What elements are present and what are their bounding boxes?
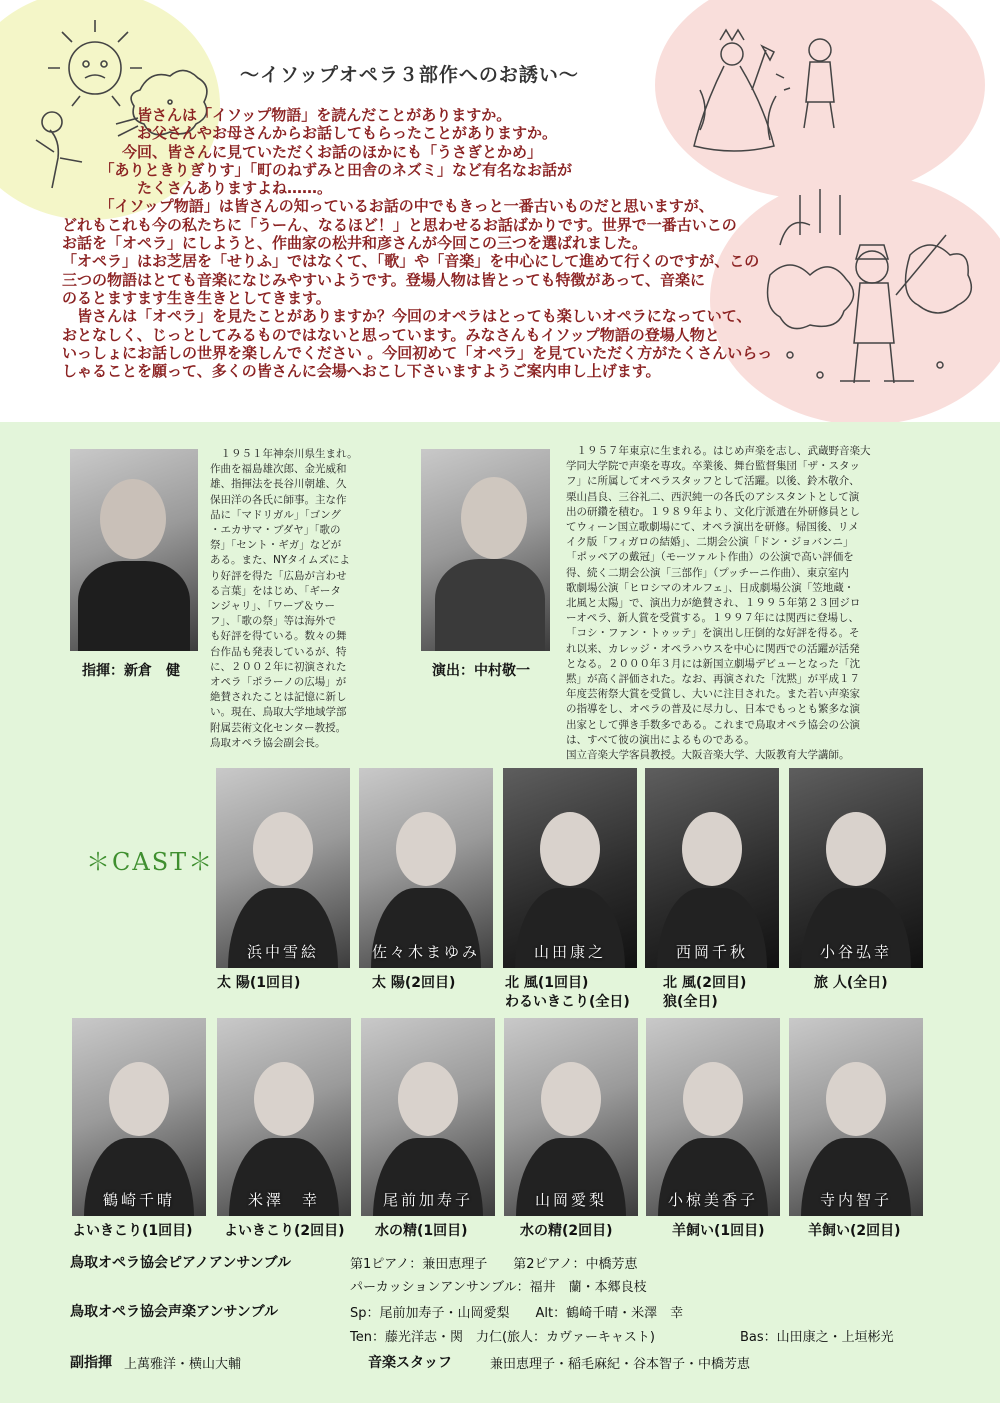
biography-line: 年度芸術祭大賞を受賞し、大いに注目された。また若い声楽家: [566, 688, 860, 701]
cast-name: 山田康之: [533, 943, 606, 961]
conductor-biography: [210, 447, 395, 751]
biography-line: は、すべて彼の演出によるものである。: [566, 733, 755, 746]
intro-line: おとなしく、じっとしてみるものではないと思っています。みなさんもイソップ物語の登場人物と: [62, 325, 720, 344]
intro-line: いっしょにお話しの世界を楽しんでください 。今回初めて「オペラ」を見ていただく方がたくさんいらっ: [62, 343, 773, 362]
biography-line: 雄、指揮法を長谷川朝雄、久: [210, 478, 347, 491]
cast-name: 浜中雪絵: [246, 943, 319, 961]
biography-line: ・エカサマ・ブダヤ」「歌の: [210, 524, 341, 537]
biography-line: ある。また、NYタイムズによ: [210, 554, 351, 567]
intro-line: 皆さんは「イソップ物語」を読んだことがありますか。: [62, 106, 512, 124]
biography-line: の指導をし、オペラの普及に尽力し、日本でもっとも繁多な演: [566, 703, 860, 716]
biography-line: 得、続く二期会公演「三部作」（プッチーニ作曲）、東京室内: [566, 566, 849, 579]
biography-line: 栗山昌良、三谷礼二、西沢純一の各氏のアシスタントとして演: [566, 490, 860, 503]
intro-line: お話を「オペラ」にしようと、作曲家の松井和彦さんが今回この三つを選ばれました。: [62, 234, 648, 253]
cast-photo: [789, 1018, 923, 1216]
cast-role: よいきこり(2回目): [224, 1223, 345, 1239]
intro-line: 「オペラ」はお芝居を「せりふ」ではなくて、「歌」や「音楽」を中心にして進めて行くのですが、この: [62, 252, 760, 271]
shepherd-and-sheep-illustration: [760, 185, 980, 415]
cast-role: 羊飼い(2回目): [808, 1223, 901, 1239]
cast-role: 太 陽(2回目): [372, 975, 456, 991]
cast-role: よいきこり(1回目): [72, 1223, 193, 1239]
cast-heading: ＊CAST＊: [86, 848, 215, 876]
biography-line: 鳥取オペラ協会副会長。: [210, 736, 326, 749]
cast-role: 水の精(2回目): [520, 1223, 613, 1239]
cast-photo: [503, 768, 637, 968]
piano-ensemble-line: 第1ピアノ：兼田恵理子 第2ピアノ：中橋芳恵: [350, 1257, 638, 1272]
cast-photo: [646, 1018, 780, 1216]
director-caption: 演出：中村敬一: [432, 663, 530, 679]
biography-line: に、２００２年に初演された: [210, 660, 347, 673]
cast-photo: [217, 1018, 351, 1216]
subconductor-names: 上萬雅洋・横山大輔: [124, 1357, 242, 1372]
cast-role-secondary: わるいきこり(全日): [505, 994, 630, 1010]
intro-line: 皆さんは「オペラ」を見たことがありますか？今回のオペラはとっても楽しいオペラになっていて、: [62, 307, 752, 326]
biography-line: 台作品も発表しているが、特: [210, 645, 347, 658]
cast-role: 太 陽(1回目): [217, 975, 301, 991]
biography-line: 出の研鑽を積む。１９８９年より、文化庁派遣在外研修員とし: [566, 505, 860, 518]
intro-line: 「イソップ物語」は皆さんの知っているお話の中でもきっと一番古いものだと思いますが、: [62, 197, 714, 216]
intro-line: 「ありときりぎりす」「町のねずみと田舎のネズミ」など有名なお話が: [62, 160, 573, 179]
biography-line: フ」、「歌の祭」等は海外で: [210, 615, 336, 628]
subconductor-label: 副指揮: [70, 1355, 112, 1371]
biography-line: 北風と太陽」で、演出力が絶賛され、１９９５年第２３回ジロ: [566, 597, 861, 610]
biography-line: オペラ「ポラーノの広場」が: [210, 676, 347, 689]
intro-line: 三つの物語はとても音楽になじみやすいようです。登場人物は皆とっても特徴があって、音楽に: [62, 270, 706, 289]
biography-line: り好評を得た「広島が言わせ: [210, 569, 347, 582]
biography-line: 保田洋の各氏に師事。主な作: [210, 493, 347, 506]
cast-photo: [216, 768, 350, 968]
biography-line: も好評を得ている。数々の舞: [210, 630, 347, 643]
cast-role-secondary: 狼(全日): [663, 994, 718, 1010]
cast-photo: [789, 768, 923, 968]
piano-ensemble-label: 鳥取オペラ協会ピアノアンサンブル: [70, 1255, 292, 1271]
cast-photo: [72, 1018, 206, 1216]
cast-name: 米澤 幸: [247, 1191, 320, 1209]
cast-name: 小谷弘幸: [819, 943, 892, 961]
biography-line: 黙」が高く評価された。なお、再演された「沈黙」が平成１７: [566, 673, 860, 686]
biography-line: 国立音楽大学客員教授。大阪音楽大学、大阪教育大学講師。: [566, 749, 850, 762]
biography-line: ーオペラ、新人賞を受賞する。１９９７年には関西に登場し、: [566, 612, 859, 625]
biography-line: となる。２０００年３月には新国立劇場デビューとなった「沈: [566, 657, 860, 670]
intro-line: のるとますます生き生きとしてきます。: [62, 288, 331, 307]
biography-line: 作曲を福島雄次郎、金光威和: [210, 463, 347, 476]
intro-line: しゃることを願って、多くの皆さんに会場へおこし下さいますようご案内申し上げます。: [62, 362, 661, 381]
tenor-line: Ten：藤光洋志・関 力仁(旅人：カヴァーキャスト): [350, 1330, 655, 1345]
vocal-ensemble-label: 鳥取オペラ協会声楽アンサンブル: [70, 1304, 279, 1320]
vocal-ensemble-line: Sp：尾前加寿子・山岡愛梨 Alt：鶴崎千晴・米澤 幸: [350, 1306, 684, 1321]
biography-line: 附属芸術文化センター教授。: [210, 721, 347, 734]
cast-role: 旅 人(全日): [814, 975, 888, 991]
cast-photo: [361, 1018, 495, 1216]
director-photo: [421, 449, 550, 651]
biography-line: 出家として弾き手数多である。これまで鳥取オペラ協会の公演: [566, 718, 860, 731]
conductor-caption: 指揮：新倉 健: [82, 663, 180, 679]
biography-line: ンジャリ」、「ワーブ＆ウー: [210, 600, 336, 613]
biography-line: １９５７年東京に生まれる。はじめ声楽を志し、武蔵野音楽大: [566, 445, 871, 457]
biography-line: 「コシ・ファン・トゥッテ」を演出し圧倒的な好評を得る。そ: [566, 627, 860, 640]
cast-name: 寺内智子: [819, 1191, 892, 1209]
biography-line: 品に「マドリガル」「ゴング: [210, 508, 341, 521]
biography-line: る言葉」をはじめ、「ギータ: [210, 584, 341, 597]
cast-photo: [359, 768, 493, 968]
cast-role: 羊飼い(1回目): [672, 1223, 765, 1239]
biography-line: い。現在、鳥取大学地域学部: [210, 706, 347, 719]
cast-role: 北 風(1回目): [505, 975, 589, 991]
biography-line: 絶賛されたことは記憶に新し: [210, 691, 347, 704]
cast-name: 鶴崎千晴: [102, 1191, 175, 1209]
bass-line: Bas：山田康之・上垣彬光: [740, 1330, 894, 1345]
cast-photo: [645, 768, 779, 968]
cast-name: 西岡千秋: [675, 943, 748, 961]
cast-photo: [504, 1018, 638, 1216]
biography-line: れ以来、カレッジ・オペラハウスを中心に関西での活躍が活発: [566, 642, 860, 655]
biography-line: 学同大学院で声楽を専攻。卒業後、舞台監督集団「ザ・スタッ: [566, 460, 860, 473]
conductor-photo: [70, 449, 198, 651]
intro-line: たくさんありますよね……。: [62, 179, 333, 198]
invitation-section: [0, 0, 1000, 422]
biography-line: １９５１年神奈川県生まれ。: [210, 448, 358, 460]
director-biography: [566, 444, 906, 763]
intro-line: お父さんやお母さんからお話してもらったことがありますか。: [62, 124, 558, 143]
music-staff-label: 音楽スタッフ: [368, 1355, 452, 1371]
cast-name: 佐々木まゆみ: [371, 943, 480, 961]
cast-name: 小椋美香子: [667, 1191, 758, 1209]
biography-line: フ」に所属してオペラスタッフとして活躍。以後、鈴木敬介、: [566, 475, 860, 488]
cast-name: 山岡愛梨: [534, 1191, 607, 1209]
cast-role: 水の精(1回目): [375, 1223, 468, 1239]
cast-role: 北 風(2回目): [663, 975, 747, 991]
intro-line: どれもこれも今の私たちに「うーん、なるほど！」と思わせるお話ばかりです。世界で一番古いこの: [62, 215, 737, 234]
music-staff-names: 兼田恵理子・稲毛麻紀・谷本智子・中橋芳恵: [490, 1357, 751, 1372]
biography-line: てウィーン国立歌劇場にて、オペラ演出を研修。帰国後、リメ: [566, 521, 859, 534]
intro-text: [62, 106, 782, 380]
percussion-ensemble-line: パーカッションアンサンブル：福井 蘭・本郷良枝: [350, 1280, 647, 1295]
intro-line: 今回、皆さんに見ていただくお話のほかにも「うさぎとかめ」: [62, 142, 543, 161]
biography-line: 「ポッペアの戴冠」（モーツァルト作曲）の公演で高い評価を: [566, 551, 854, 564]
biography-line: イク版「フィガロの結婚」、二期会公演「ドン・ジョバンニ」: [566, 536, 854, 549]
biography-line: 祭」「セント・ギガ」などが: [210, 539, 342, 552]
biography-line: 歌劇場公演「ヒロシマのオルフェ」、日成劇場公演「笠地蔵・: [566, 581, 855, 594]
page-title: ～イソップオペラ３部作へのお誘い～: [240, 64, 579, 86]
cast-name: 尾前加寿子: [382, 1191, 473, 1209]
